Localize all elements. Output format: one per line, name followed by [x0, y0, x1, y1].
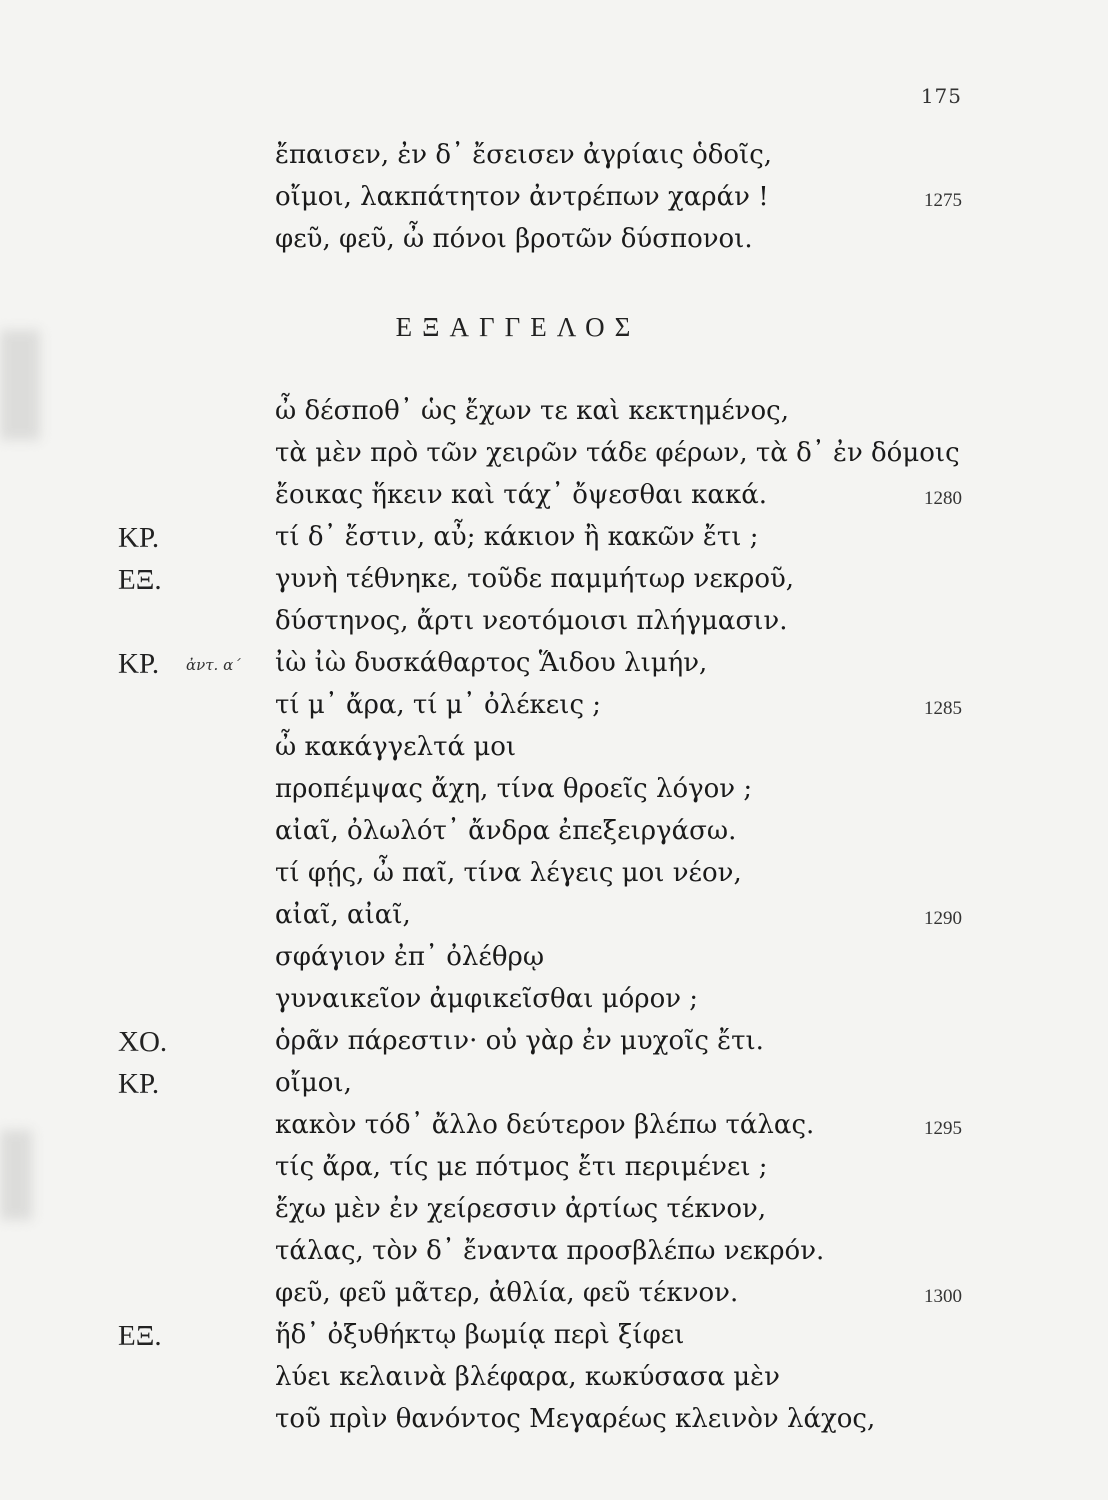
verse-line	[0, 644, 1108, 686]
verse-text: οἴμοι,	[275, 1068, 352, 1098]
verse-text: προπέμψας ἄχη, τίνα θροεῖς λόγον ;	[275, 774, 753, 804]
verse-text: γυναικεῖον ἀμφικεῖσθαι μόρον ;	[275, 984, 699, 1014]
verse-text: τί μ᾽ ἄρα, τί μ᾽ ὀλέκεις ;	[275, 690, 602, 720]
verse-line	[0, 136, 1108, 178]
speaker-label: ΚΡ.	[118, 522, 160, 554]
verse-line	[0, 1148, 1108, 1190]
verse-line	[0, 1190, 1108, 1232]
verse-line	[0, 854, 1108, 896]
antistrophe-marker: ἀντ. α΄	[186, 656, 241, 674]
verse-text: τί δ᾽ ἔστιν, αὖ; κάκιον ἢ κακῶν ἔτι ;	[275, 522, 759, 552]
verse-text: φεῦ, φεῦ, ὦ πόνοι βροτῶν δύσπονοι.	[275, 224, 753, 254]
line-number: 1290	[924, 908, 962, 929]
verse-text: κακὸν τόδ᾽ ἄλλο δεύτερον βλέπω τάλας.	[275, 1110, 815, 1140]
verse-line	[0, 770, 1108, 812]
line-number: 1295	[924, 1118, 962, 1139]
verse-line	[0, 1106, 1108, 1148]
verse-line	[0, 518, 1108, 560]
verse-line	[0, 1232, 1108, 1274]
verse-text: αἰαῖ, ὀλωλότ᾽ ἄνδρα ἐπεξειργάσω.	[275, 816, 737, 846]
verse-line	[0, 434, 1108, 476]
verse-line	[0, 980, 1108, 1022]
verse-line	[0, 178, 1108, 220]
verse-text: τίς ἄρα, τίς με πότμος ἔτι περιμένει ;	[275, 1152, 768, 1182]
verse-text: αἰαῖ, αἰαῖ,	[275, 900, 411, 930]
page-number: 175	[920, 84, 962, 108]
speaker-label: ΕΞ.	[118, 1320, 162, 1352]
verse-line	[0, 1022, 1108, 1064]
verse-text: τάλας, τὸν δ᾽ ἔναντα προσβλέπω νεκρόν.	[275, 1236, 825, 1266]
speaker-label: ΕΞ.	[118, 564, 162, 596]
verse-text: τί φῄς, ὦ παῖ, τίνα λέγεις μοι νέον,	[275, 858, 742, 888]
verse-text: γυνὴ τέθνηκε, τοῦδε παμμήτωρ νεκροῦ,	[275, 564, 795, 594]
verse-text: ἔπαισεν, ἐν δ᾽ ἔσεισεν ἀγρίαις ὁδοῖς,	[275, 140, 773, 170]
verse-text: ἔοικας ἥκειν καὶ τάχ᾽ ὄψεσθαι κακά.	[275, 480, 768, 510]
verse-line	[0, 220, 1108, 262]
verse-line	[0, 728, 1108, 770]
verse-line	[0, 560, 1108, 602]
verse-text: φεῦ, φεῦ μᾶτερ, ἀθλία, φεῦ τέκνον.	[275, 1278, 739, 1308]
speaker-heading: ΕΞΑΓΓΕΛΟΣ	[395, 312, 641, 342]
verse-text: λύει κελαινὰ βλέφαρα, κωκύσασα μὲν	[275, 1362, 780, 1392]
speaker-label: ΚΡ.	[118, 1068, 160, 1100]
verse-text: ὁρᾶν πάρεστιν· οὐ γὰρ ἐν μυχοῖς ἔτι.	[275, 1026, 764, 1056]
verse-text: τὰ μὲν πρὸ τῶν χειρῶν τάδε φέρων, τὰ δ᾽ ἐν δόμοις	[275, 438, 960, 468]
verse-text: ἰὼ ἰὼ δυσκάθαρτος Ἅιδου λιμήν,	[275, 648, 708, 678]
verse-line	[0, 896, 1108, 938]
verse-line	[0, 1274, 1108, 1316]
line-number: 1300	[924, 1286, 962, 1307]
verse-line	[0, 1358, 1108, 1400]
verse-text: σφάγιον ἐπ᾽ ὀλέθρῳ	[275, 942, 545, 972]
verse-line	[0, 476, 1108, 518]
verse-line	[0, 1400, 1108, 1442]
verse-line	[0, 686, 1108, 728]
speaker-label: ΧΟ.	[118, 1026, 168, 1058]
verse-text: ὦ κακάγγελτά μοι	[275, 732, 517, 762]
line-number: 1285	[924, 698, 962, 719]
verse-text: τοῦ πρὶν θανόντος Μεγαρέως κλεινὸν λάχος,	[275, 1404, 876, 1434]
verse-text: ἥδ᾽ ὀξυθήκτῳ βωμίᾳ περὶ ξίφει	[275, 1320, 685, 1350]
verse-text: ὦ δέσποθ᾽ ὡς ἔχων τε καὶ κεκτημένος,	[275, 396, 789, 426]
verse-line	[0, 602, 1108, 644]
verse-line	[0, 392, 1108, 434]
verse-text: δύστηνος, ἄρτι νεοτόμοισι πλήγμασιν.	[275, 606, 788, 636]
verse-line	[0, 1064, 1108, 1106]
verse-line	[0, 812, 1108, 854]
verse-text: οἴμοι, λακπάτητον ἀντρέπων χαράν !	[275, 182, 769, 212]
line-number: 1275	[924, 190, 962, 211]
speaker-label: ΚΡ.	[118, 648, 160, 680]
verse-line	[0, 938, 1108, 980]
line-number: 1280	[924, 488, 962, 509]
verse-text: ἔχω μὲν ἐν χείρεσσιν ἀρτίως τέκνον,	[275, 1194, 767, 1224]
verse-line	[0, 1316, 1108, 1358]
